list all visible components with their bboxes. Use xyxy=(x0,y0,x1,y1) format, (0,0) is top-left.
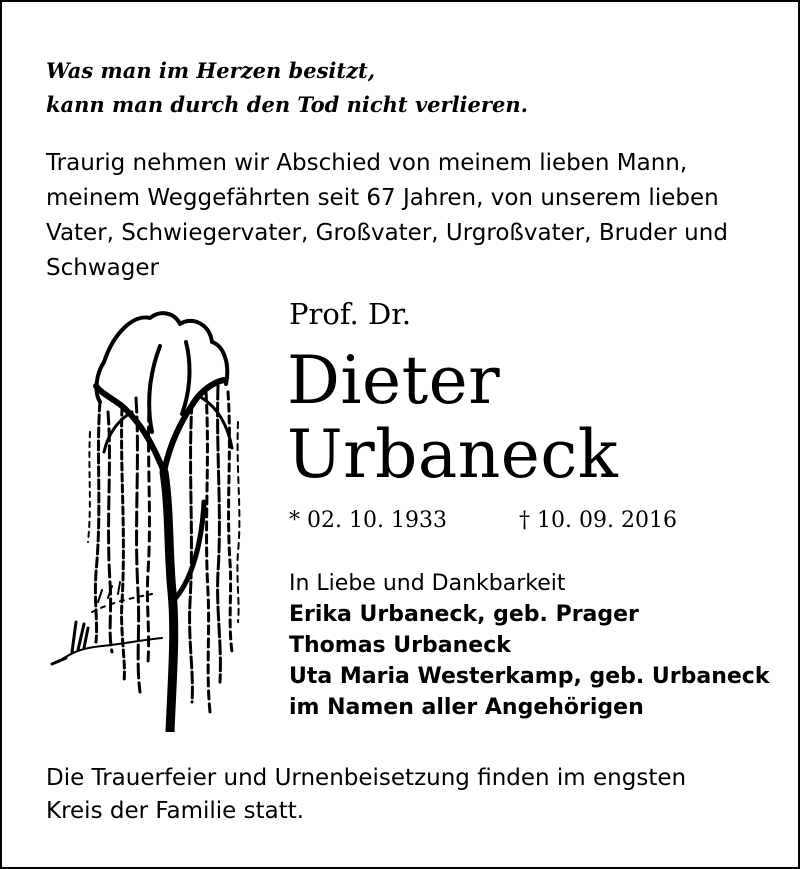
quote-line-1: Was man im Herzen besitzt, xyxy=(46,58,376,83)
mourner-name: Uta Maria Westerkamp, geb. Urbaneck xyxy=(289,664,770,689)
intro-line-1: Traurig nehmen wir Abschied von meinem lieben Mann, xyxy=(46,150,688,176)
mourners-heading: In Liebe und Dankbarkeit xyxy=(289,571,566,596)
quote-line-2: kann man durch den Tod nicht verlieren. xyxy=(46,92,528,117)
mourners-block xyxy=(289,568,769,723)
intro-line-3: Vater, Schwiegervater, Großvater, Urgroßvater, Bruder und xyxy=(46,220,728,246)
academic-title: Prof. Dr. xyxy=(289,297,412,331)
mourners-closing: im Namen aller Angehörigen xyxy=(289,695,644,720)
intro-text xyxy=(46,146,766,286)
first-name: Dieter xyxy=(287,342,501,419)
birth-date: * 02. 10. 1933 xyxy=(289,508,447,533)
intro-line-2: meinem Weggefährten seit 67 Jahren, von unserem lieben xyxy=(46,185,719,211)
weeping-willow-icon xyxy=(42,302,262,732)
memorial-quote xyxy=(46,54,528,122)
funeral-notice xyxy=(46,762,686,828)
mourner-name: Thomas Urbaneck xyxy=(289,633,511,658)
funeral-line-2: Kreis der Familie statt. xyxy=(46,798,305,824)
deceased-name xyxy=(287,344,618,492)
intro-line-4: Schwager xyxy=(46,255,159,281)
funeral-line-1: Die Trauerfeier und Urnenbeisetzung finden im engsten xyxy=(46,765,687,791)
death-date: † 10. 09. 2016 xyxy=(519,508,677,533)
last-name: Urbaneck xyxy=(287,416,619,493)
life-dates xyxy=(289,508,709,533)
mourner-name: Erika Urbaneck, geb. Prager xyxy=(289,602,639,627)
